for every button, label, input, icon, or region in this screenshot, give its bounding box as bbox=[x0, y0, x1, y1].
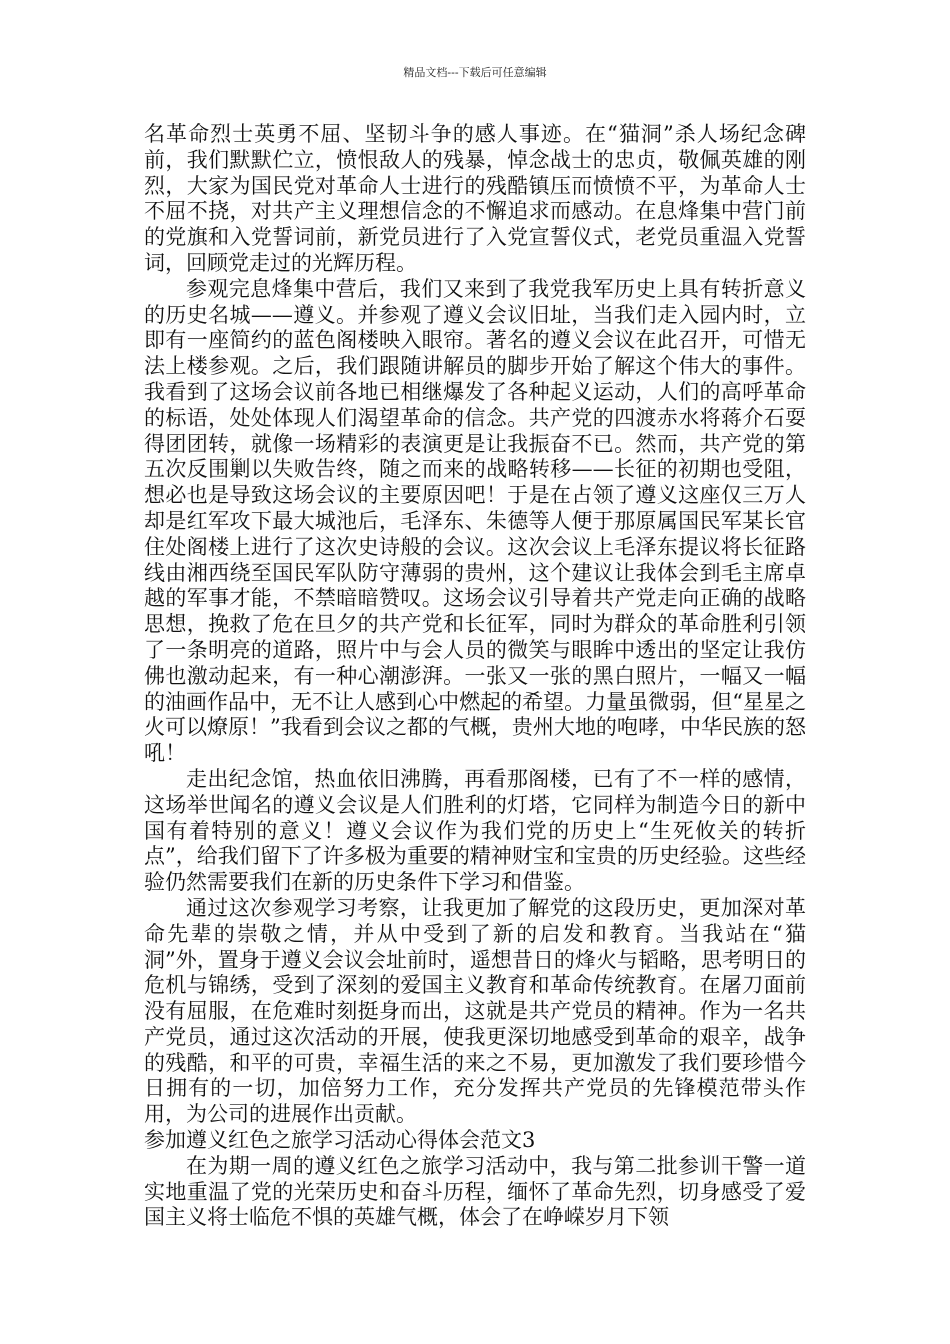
paragraph-section-3-intro: 在为期一周的遵义红色之旅学习活动中，我与第二批参训干警一道实地重温了党的光荣历史和奋斗历程，缅怀了革命先烈，切身感受了爱国主义将士临危不惧的英雄气概，体会了在峥嵘岁月下领 bbox=[144, 1153, 806, 1230]
paragraph-continuation: 名革命烈士英勇不屈、坚韧斗争的感人事迹。在“猫洞”杀人场纪念碑前，我们默默伫立，愤恨敌人的残暴，悼念战士的忠贞，敬佩英雄的刚烈，大家为国民党对革命人士进行的残酷镇压而愤愤不平，为革命人士不屈不挠，对共产主义理想信念的不懈追求而感动。在息烽集中营门前的党旗和入党誓词前，新党员进行了入党宣誓仪式，老党员重温入党誓词，回顾党走过的光辉历程。 bbox=[144, 122, 806, 275]
document-body bbox=[144, 122, 806, 1231]
paragraph-reflection: 通过这次参观学习考察，让我更加了解党的这段历史，更加深对革命先辈的崇敬之情，并从中受到了新的启发和教育。当我站在“猫洞”外，置身于遵义会议会址前时，遥想昔日的烽火与韬略，思考明日的危机与锦绣，受到了深刻的爱国主义教育和革命传统教育。在屠刀面前没有屈服，在危难时刻挺身而出，这就是共产党员的精神。作为一名共产党员，通过这次活动的开展，使我更深切地感受到革命的艰辛，战争的残酷，和平的可贵，幸福生活的来之不易，更加激发了我们要珍惜今日拥有的一切，加倍努力工作，充分发挥共产党员的先锋模范带头作用，为公司的进展作出贡献。 bbox=[144, 895, 806, 1127]
section-heading: 参加遵义红色之旅学习活动心得体会范文3 bbox=[144, 1128, 536, 1153]
paragraph-memorial-exit: 走出纪念馆，热血依旧沸腾，再看那阁楼，已有了不一样的感情，这场举世闻名的遵义会议是人们胜利的灯塔，它同样为制造今日的新中国有着特别的意义！遵义会议作为我们党的历史上“生死攸关的转折点”，给我们留下了许多极为重要的精神财宝和宝贵的历史经验。这些经验仍然需要我们在新的历史条件下学习和借鉴。 bbox=[144, 766, 806, 895]
page-header: 精品文档---下载后可任意编辑 bbox=[403, 66, 547, 79]
paragraph-zunyi-visit: 参观完息烽集中营后，我们又来到了我党我军历史上具有转折意义的历史名城——遵义。并参观了遵义会议旧址，当我们走入园内时，立即有一座简约的蓝色阁楼映入眼帘。著名的遵义会议在此召开，可惜无法上楼参观。之后，我们跟随讲解员的脚步开始了解这个伟大的事件。我看到了这场会议前各地已相继爆发了各种起义运动，人们的高呼革命的标语，处处体现人们渴望革命的信念。共产党的四渡赤水将蒋介石耍得团团转，就像一场精彩的表演更是让我振奋不已。然而，共产党的第五次反围剿以失败告终，随之而来的战略转移——长征的初期也受阻，想必也是导致这场会议的主要原因吧！于是在占领了遵义这座仅三万人却是红军攻下最大城池后，毛泽东、朱德等人便于那原属国民军某长官住处阁楼上进行了这次史诗般的会议。这次会议上毛泽东提议将长征路线由湘西绕至国民军队防守薄弱的贵州，这个建议让我体会到毛主席卓越的军事才能，不禁暗暗赞叹。这场会议引导着共产党走向正确的战略思想，挽救了危在旦夕的共产党和长征军，同时为群众的革命胜利引领了一条明亮的道路，照片中与会人员的微笑与眼眸中透出的坚定让我仿佛也激动起来，有一种心潮澎湃。一张又一张的黑白照片，一幅又一幅的油画作品中，无不让人感到心中燃起的希望。力量虽微弱，但“星星之火可以燎原！”我看到会议之都的气概，贵州大地的咆哮，中华民族的怒吼！ bbox=[144, 276, 806, 766]
